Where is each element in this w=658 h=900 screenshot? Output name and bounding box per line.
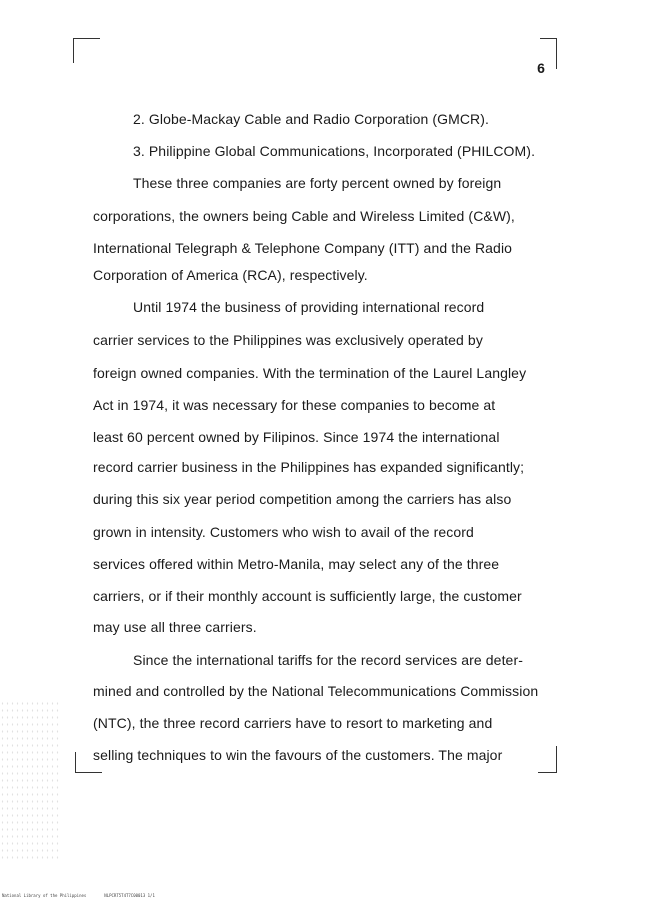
paragraph-line: record carrier business in the Philippines has expanded significantly;: [93, 459, 525, 475]
paragraph-line: mined and controlled by the National Telecommunications Commission: [93, 683, 539, 699]
paragraph-line: Since the international tariffs for the record services are deter-: [133, 652, 523, 668]
paragraph-line: Act in 1974, it was necessary for these companies to become at: [93, 397, 496, 413]
paragraph-line: selling techniques to win the favours of the customers. The major: [93, 747, 503, 763]
list-item: 2. Globe-Mackay Cable and Radio Corporation (GMCR).: [133, 111, 490, 127]
paragraph-line: least 60 percent owned by Filipinos. Since 1974 the international: [93, 429, 500, 445]
scan-noise: [0, 700, 60, 860]
paragraph-line: foreign owned companies. With the termination of the Laurel Langley: [93, 365, 527, 381]
paragraph-line: during this six year period competition among the carriers has also: [93, 491, 512, 507]
paragraph-line: (NTC), the three record carriers have to resort to marketing and: [93, 715, 493, 731]
paragraph-line: carrier services to the Philippines was exclusively operated by: [93, 332, 483, 348]
paragraph-line: Corporation of America (RCA), respectively.: [93, 267, 368, 283]
paragraph-line: grown in intensity. Customers who wish to avail of the record: [93, 524, 474, 540]
scan-footer: [2, 893, 173, 898]
crop-mark-bottom-right: [538, 746, 557, 773]
page-number: 6: [537, 60, 545, 76]
paragraph-line: carriers, or if their monthly account is sufficiently large, the customer: [93, 588, 522, 604]
crop-mark-top-left: [73, 38, 100, 63]
list-item: 3. Philippine Global Communications, Incorporated (PHILCOM).: [133, 143, 536, 159]
footer-code: NLPCRT5T4T7C00013 1/1: [104, 893, 155, 898]
paragraph-line: International Telegraph & Telephone Company (ITT) and the Radio: [93, 240, 513, 256]
paragraph-line: corporations, the owners being Cable and Wireless Limited (C&W),: [93, 208, 515, 224]
footer-source: National Library of the Philippines: [2, 893, 87, 898]
paragraph-line: These three companies are forty percent owned by foreign: [133, 175, 502, 191]
paragraph-line: services offered within Metro-Manila, may select any of the three: [93, 556, 500, 572]
paragraph-line: may use all three carriers.: [93, 619, 257, 635]
paragraph-line: Until 1974 the business of providing international record: [133, 299, 485, 315]
